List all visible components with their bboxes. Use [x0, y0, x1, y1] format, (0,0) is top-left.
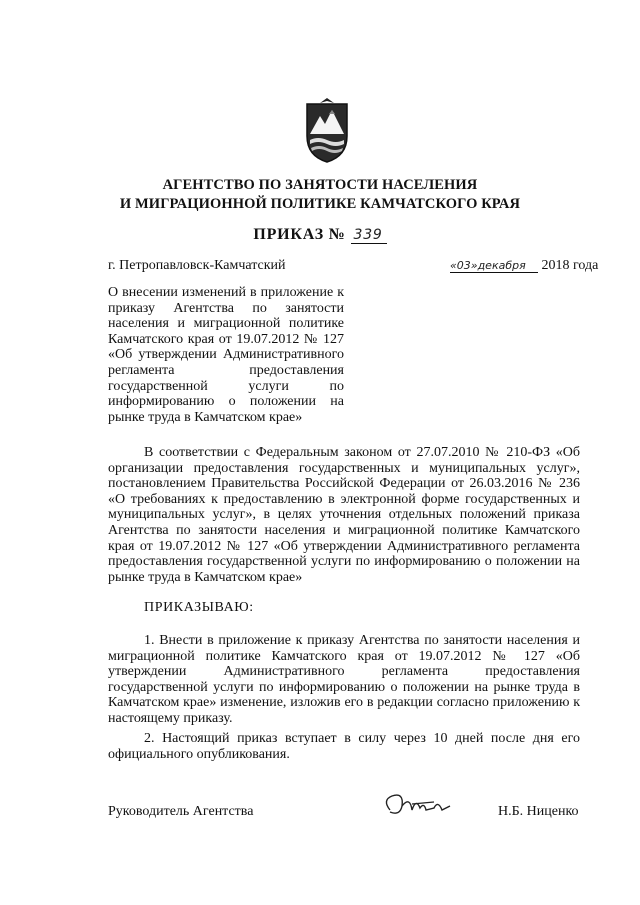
kamchatka-coat-of-arms-icon: [302, 96, 352, 164]
order-date-day: «03»: [450, 259, 478, 272]
handwritten-signature-icon: [376, 788, 456, 828]
order-date: [450, 258, 598, 274]
order-date-handwritten: [450, 259, 538, 273]
order-directive-word: ПРИКАЗЫВАЮ:: [144, 600, 254, 615]
order-number: 339: [351, 227, 387, 244]
signatory-role: Руководитель Агентства: [108, 804, 254, 819]
agency-name: [0, 176, 640, 214]
order-title-label: ПРИКАЗ №: [253, 226, 346, 243]
order-subject: О внесении изменений в приложение к приказу Агентства по занятости населения и миграционной политике Камчатского края от 19.07.2012 № 127 «Об утверждении Административного регламента предоставления государственной услуги по информированию о положении на рынке труда в Камчатском крае»: [108, 285, 344, 425]
place-of-issue: г. Петропавловск-Камчатский: [108, 258, 286, 273]
order-title: [0, 226, 640, 244]
order-item-1: 1. Внести в приложение к приказу Агентства по занятости населения и миграционной политике Камчатского края от 19.07.2012 № 127 «Об утверждении Административного регламента предоставления государственной услуги по информированию о положении на рынке труда в Камчатском крае» изменение, изложив его в редакции согласно приложению к настоящему приказу.: [108, 633, 580, 726]
signatory-name: Н.Б. Ниценко: [498, 804, 579, 819]
order-date-month: декабря: [477, 259, 526, 272]
preamble-paragraph: В соответствии с Федеральным законом от 27.07.2010 № 210-ФЗ «Об организации предоставления государственных и муниципальных услуг», постановлением Правительства Российской Федерации от 26.03.2016 № 236 «О требованиях к предоставлению в электронной форме государственных и муниципальных услуг», в целях уточнения отдельных положений приказа Агентства по занятости населения и миграционной политике Камчатского края от 19.07.2012 № 127 «Об утверждении Административного регламента предоставления государственной услуги по информированию о положении на рынке труда в Камчатском крае»: [108, 445, 580, 585]
order-date-year: 2018 года: [541, 258, 599, 273]
agency-name-line2: И МИГРАЦИОННОЙ ПОЛИТИКЕ КАМЧАТСКОГО КРАЯ: [119, 196, 521, 212]
order-item-2: 2. Настоящий приказ вступает в силу через 10 дней после дня его официального опубликования.: [108, 731, 580, 762]
agency-name-line1: АГЕНТСТВО ПО ЗАНЯТОСТИ НАСЕЛЕНИЯ: [162, 177, 478, 193]
